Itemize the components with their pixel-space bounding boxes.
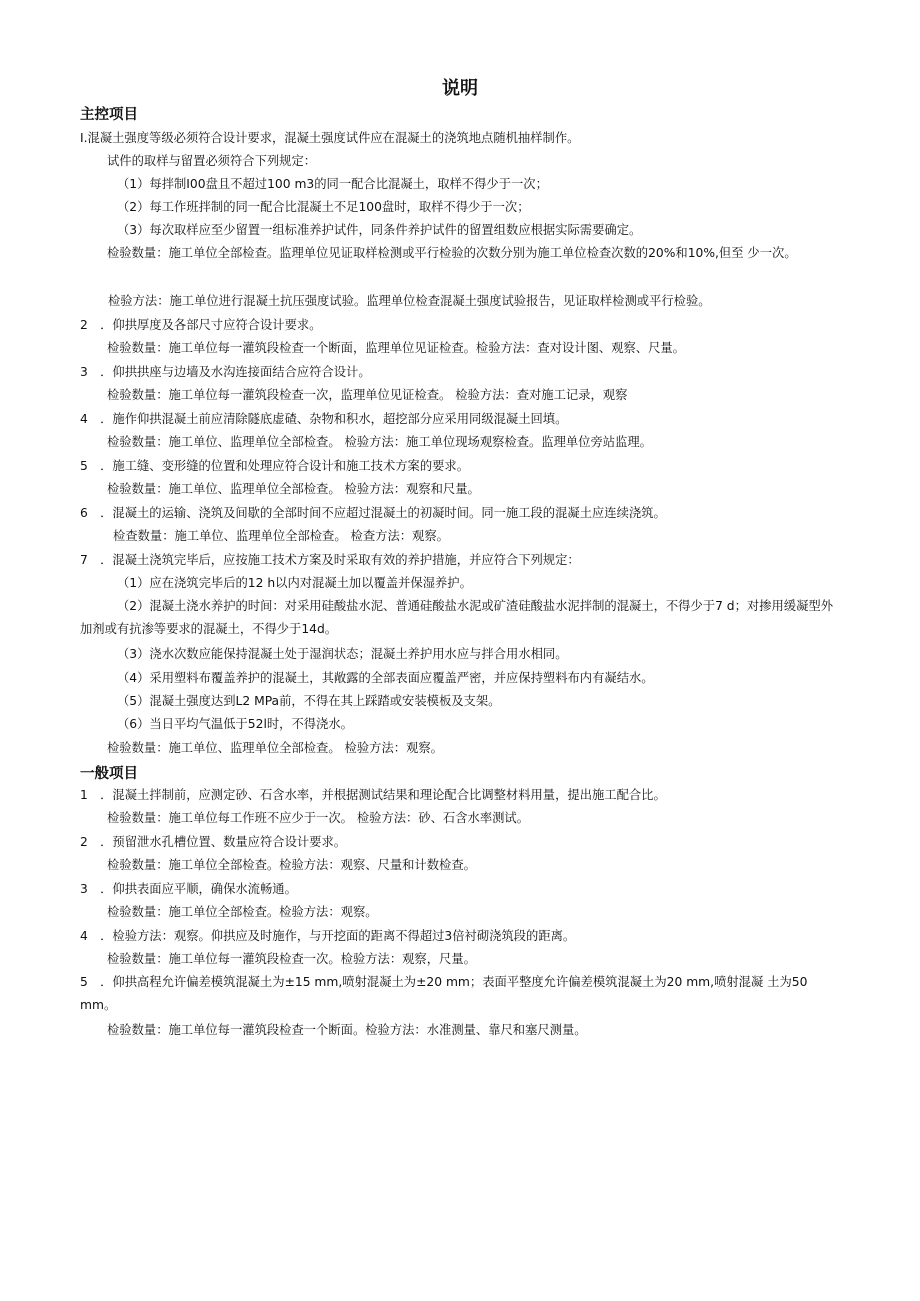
paragraph-line: 3 ．仰拱表面应平顺，确保水流畅通。 (80, 882, 297, 896)
section-heading-main: 主控项目 (80, 107, 138, 123)
list-item: （2）每工作班拌制的同一配合比混凝土不足100盘时，取样不得少于一次； (117, 200, 530, 214)
paragraph-line: 检验数量：施工单位、监理单位全部检查。 检验方法：观察和尺量。 (107, 482, 480, 496)
paragraph-line: 5 ．仰拱高程允许偏差模筑混凝土为±15 mm,喷射混凝土为±20 mm；表面平整度允许偏差模筑混凝土为20 mm,喷射混凝 土为50 mm。 (80, 975, 808, 1012)
paragraph-line: 4 ．检验方法：观察。仰拱应及时施作，与开挖面的距离不得超过3倍衬砌浇筑段的距离。 (80, 929, 576, 943)
page-title: 说明 (442, 78, 478, 99)
list-item: （3）每次取样应至少留置一组标准养护试件，同条件养护试件的留置组数应根据实际需要确定。 (117, 223, 642, 237)
paragraph-line: 检验数量：施工单位、监理单位全部检查。 检验方法：施工单位现场观察检查。监理单位旁站监理。 (107, 435, 652, 449)
list-item: （6）当日平均气温低于52l时，不得浇水。 (117, 717, 353, 731)
list-item: （4）采用塑料布覆盖养护的混凝土，其敞露的全部表面应覆盖严密，并应保持塑料布内有凝结水。 (117, 671, 654, 685)
paragraph-line: 检验数量：施工单位每工作班不应少于一次。 检验方法：砂、石含水率测试。 (107, 811, 530, 825)
paragraph-line: 6 ．混凝土的运输、浇筑及间歇的全部时间不应超过混凝土的初凝时间。同一施工段的混凝土应连续浇筑。 (80, 506, 666, 520)
paragraph-line: 2 ．预留泄水孔槽位置、数量应符合设计要求。 (80, 835, 347, 849)
paragraph-line: 4 ．施作仰拱混凝土前应清除隧底虚碴、杂物和积水，超挖部分应采用同级混凝土回填。 (80, 412, 568, 426)
paragraph-line: 7 ．混凝土浇筑完毕后，应按施工技术方案及时采取有效的养护措施，并应符合下列规定： (80, 553, 580, 567)
paragraph-line: 1 ．混凝土拌制前，应测定砂、石含水率，并根据测试结果和理论配合比调整材料用量，提出施工配合比。 (80, 788, 666, 802)
paragraph-line: 检验数量：施工单位每一灌筑段检查一次，监理单位见证检查。 检验方法：查对施工记录，观察 (107, 388, 628, 402)
paragraph-line: I.混凝土强度等级必须符合设计要求，混凝土强度试件应在混凝土的浇筑地点随机抽样制作。 (80, 131, 580, 145)
paragraph-line: 检验数量：施工单位全部检查。检验方法：观察。 (107, 905, 378, 919)
list-item: （3）浇水次数应能保持混凝土处于湿润状态；混凝土养护用水应与拌合用水相同。 (117, 647, 568, 661)
paragraph-line: 试件的取样与留置必须符合下列规定： (107, 154, 317, 168)
paragraph-line: 检验数量：施工单位、监理单位全部检查。 检验方法：观察。 (107, 741, 443, 755)
paragraph-line: 检验数量：施工单位每一灌筑段检查一个断面。检验方法：水准测量、靠尺和塞尺测量。 (107, 1023, 587, 1037)
paragraph-line: 检验数量：施工单位全部检查。检验方法：观察、尺量和计数检查。 (107, 858, 476, 872)
paragraph-line: 检验数量：施工单位全部检查。监理单位见证取样检测或平行检验的次数分别为施工单位检查次数的20%和10%,但至 少一次。 (107, 246, 797, 260)
paragraph-line: 检验数量：施工单位每一灌筑段检查一个断面，监理单位见证检查。检验方法：查对设计图、观察、尺量。 (107, 341, 685, 355)
list-item: （1）每拌制I00盘且不超过100 m3的同一配合比混凝土，取样不得少于一次； (117, 177, 548, 191)
list-item: （1）应在浇筑完毕后的12 h以内对混凝土加以覆盖并保湿养护。 (117, 576, 472, 590)
paragraph-line: 检验数量：施工单位每一灌筑段检查一次。检验方法：观察，尺量。 (107, 952, 476, 966)
list-item: （5）混凝土强度达到L2 MPa前，不得在其上踩踏或安装模板及支架。 (117, 694, 501, 708)
list-item: （2）混凝土浇水养护的时间：对采用硅酸盐水泥、普通硅酸盐水泥或矿渣硅酸盐水泥拌制的混凝土，不得少于7 d；对掺用缓凝型外加剂或有抗渗等要求的混凝土，不得少于14d。 (80, 599, 833, 636)
paragraph-line: 5 ．施工缝、变形缝的位置和处理应符合设计和施工技术方案的要求。 (80, 459, 470, 473)
paragraph-line: 检查数量：施工单位、监理单位全部检查。 检查方法：观察。 (113, 529, 449, 543)
paragraph-line: 3 ．仰拱拱座与边墙及水沟连接面结合应符合设计。 (80, 365, 371, 379)
paragraph-line: 2 ．仰拱厚度及各部尺寸应符合设计要求。 (80, 318, 322, 332)
paragraph-line: 检验方法：施工单位进行混凝土抗压强度试验。监理单位检查混凝土强度试验报告，见证取样检测或平行检验。 (108, 294, 711, 308)
section-heading-general: 一般项目 (80, 766, 138, 782)
